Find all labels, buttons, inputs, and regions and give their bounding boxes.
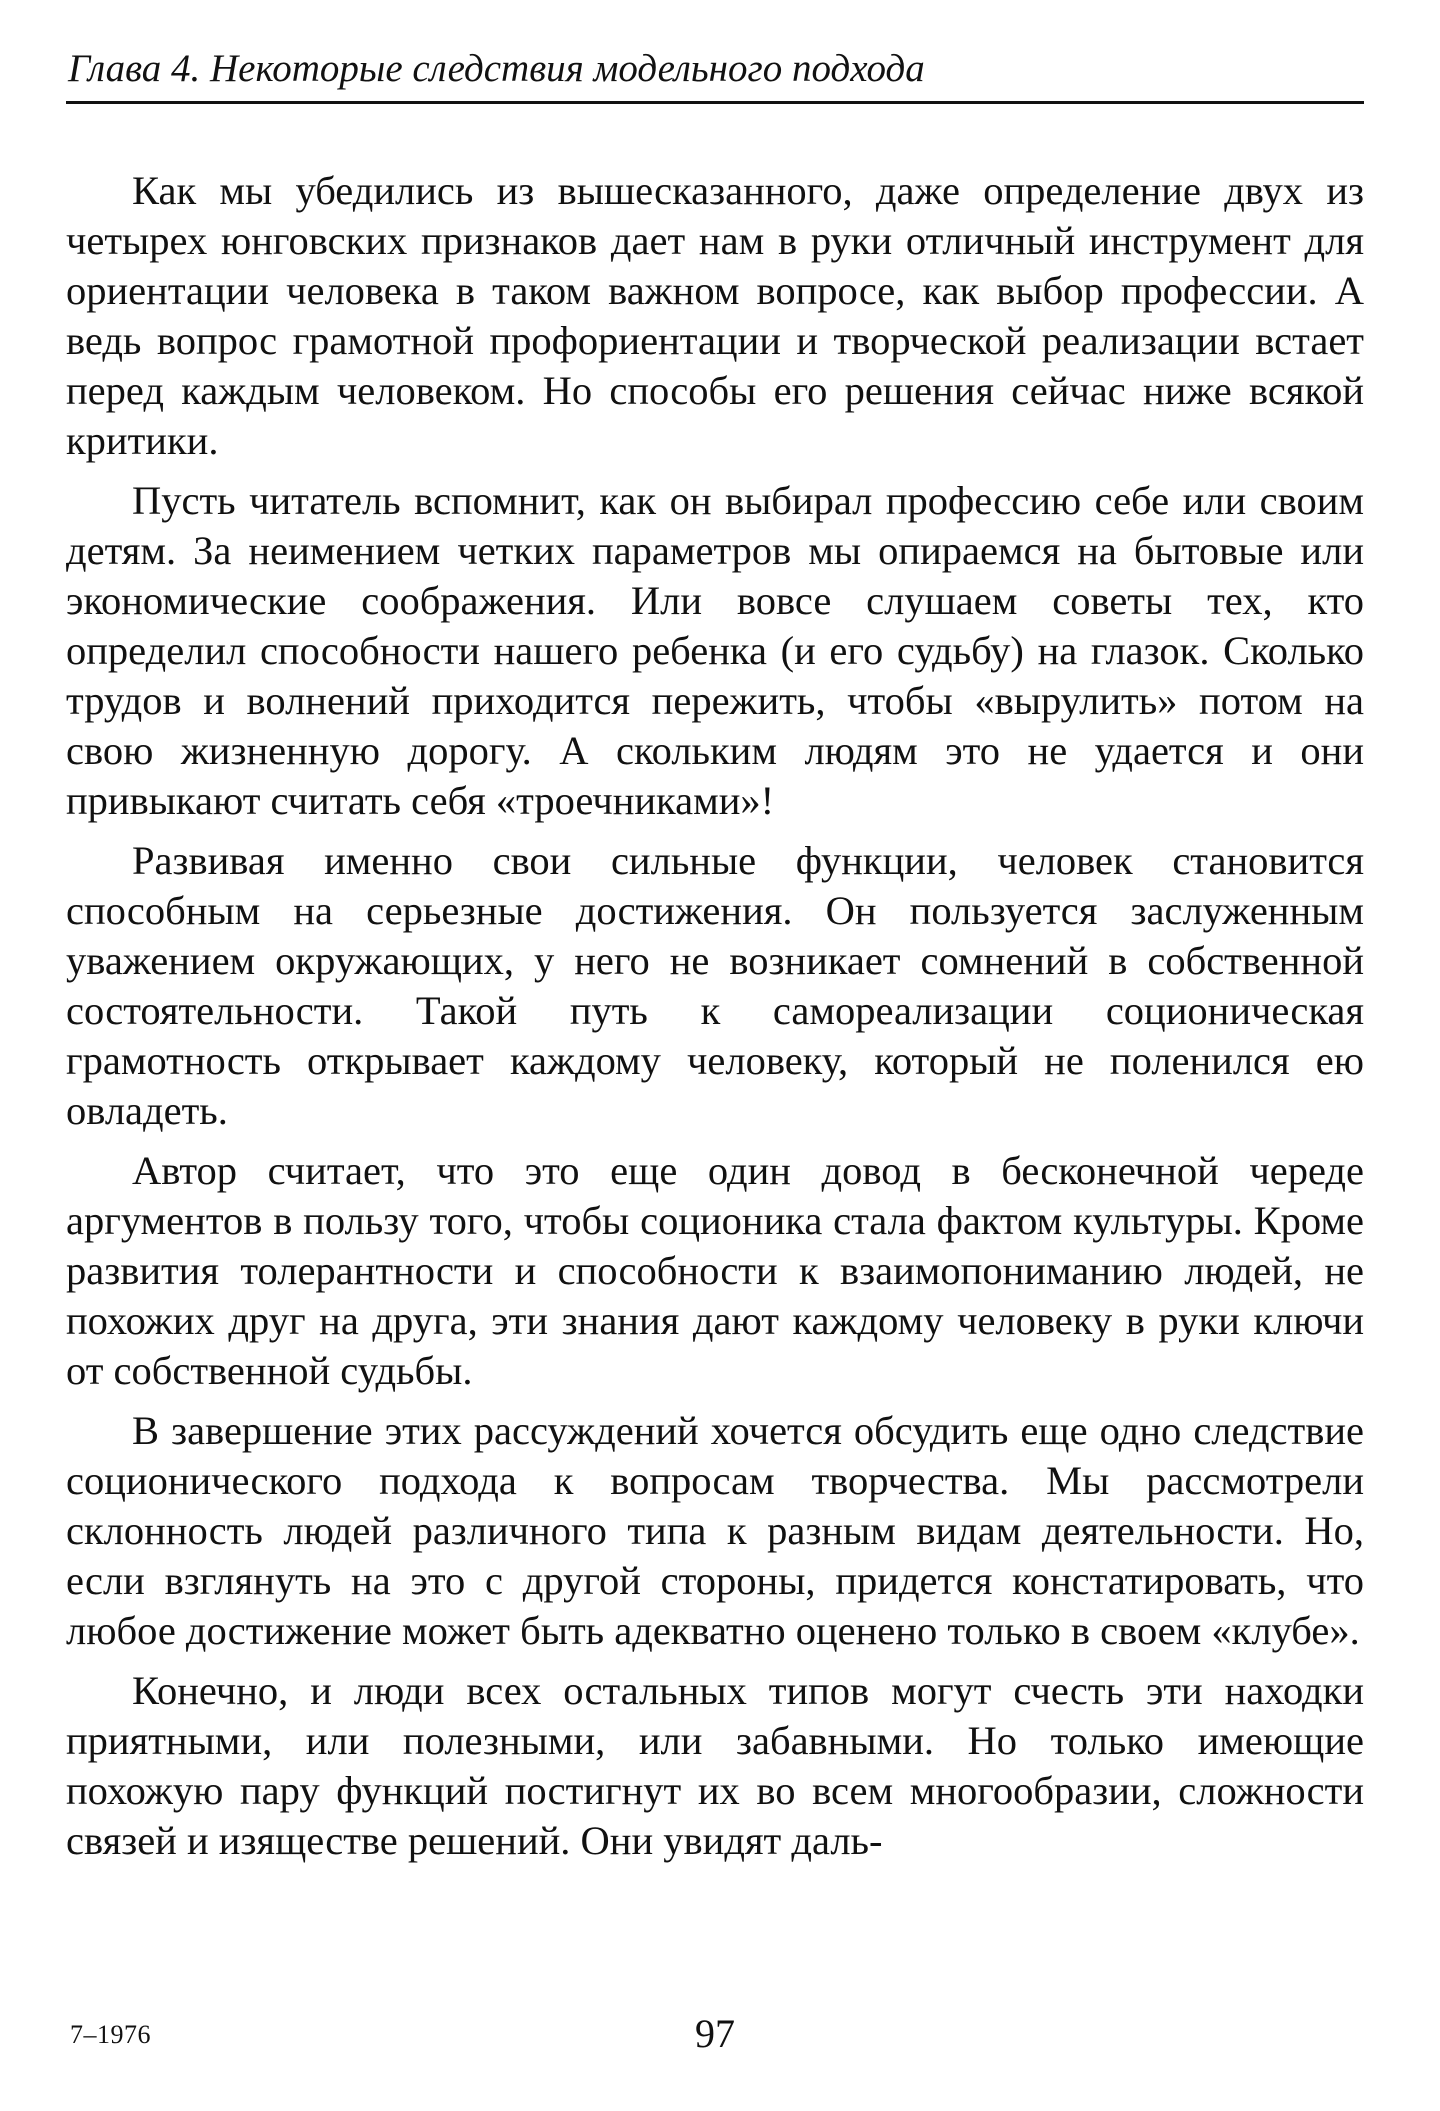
page-body <box>66 166 1364 1866</box>
running-head: Глава 4. Некоторые следствия модельного подхода <box>66 48 1364 104</box>
page-footer <box>66 2010 1364 2060</box>
printer-signature-mark: 7–1976 <box>70 2020 151 2049</box>
paragraph-4: Автор считает, что это еще один довод в бесконечной череде аргументов в пользу того, чтобы соционика стала фактом культуры. Кроме развития толерантности и способности к взаимопониманию людей, не похожих друг на друга, эти знания дают каждому человеку в руки ключи от собственной судьбы. <box>66 1147 1364 1393</box>
paragraph-2: Пусть читатель вспомнит, как он выбирал профессию себе или своим детям. За неимением четких параметров мы опираемся на бытовые или экономические соображения. Или вовсе слушаем советы тех, кто определил способности нашего ребенка (и его судьбу) на глазок. Сколько трудов и волнений приходится пережить, чтобы «вырулить» потом на свою жизненную дорогу. А скольким людям это не удается и они привыкают считать себя «троечниками»! <box>66 477 1364 823</box>
paragraph-6: Конечно, и люди всех остальных типов могут счесть эти находки приятными, или полезными, или забавными. Но только имеющие похожую пару функций постигнут их во всем многообразии, сложности связей и изяществе решений. Они увидят даль- <box>66 1667 1364 1863</box>
paragraph-5: В завершение этих рассуждений хочется обсудить еще одно следствие соционического подхода к вопросам творчества. Мы рассмотрели склонность людей различного типа к разным видам деятельности. Но, если взглянуть на это с другой стороны, придется констатировать, что любое достижение может быть адекватно оценено только в своем «клубе». <box>66 1407 1364 1653</box>
page-number: 97 <box>695 2011 735 2056</box>
paragraph-3: Развивая именно свои сильные функции, человек становится способным на серьезные достижения. Он пользуется заслуженным уважением окружающих, у него не возникает сомнений в собственной состоятельности. Такой путь к самореализации соционическая грамотность открывает каждому человеку, который не поленился ею овладеть. <box>66 837 1364 1133</box>
paragraph-1: Как мы убедились из вышесказанного, даже определение двух из четырех юнговских признаков дает нам в руки отличный инструмент для ориентации человека в таком важном вопросе, как выбор профессии. А ведь вопрос грамотной профориентации и творческой реализации встает перед каждым человеком. Но способы его решения сейчас ниже всякой критики. <box>66 167 1364 463</box>
book-page <box>66 48 1364 2078</box>
